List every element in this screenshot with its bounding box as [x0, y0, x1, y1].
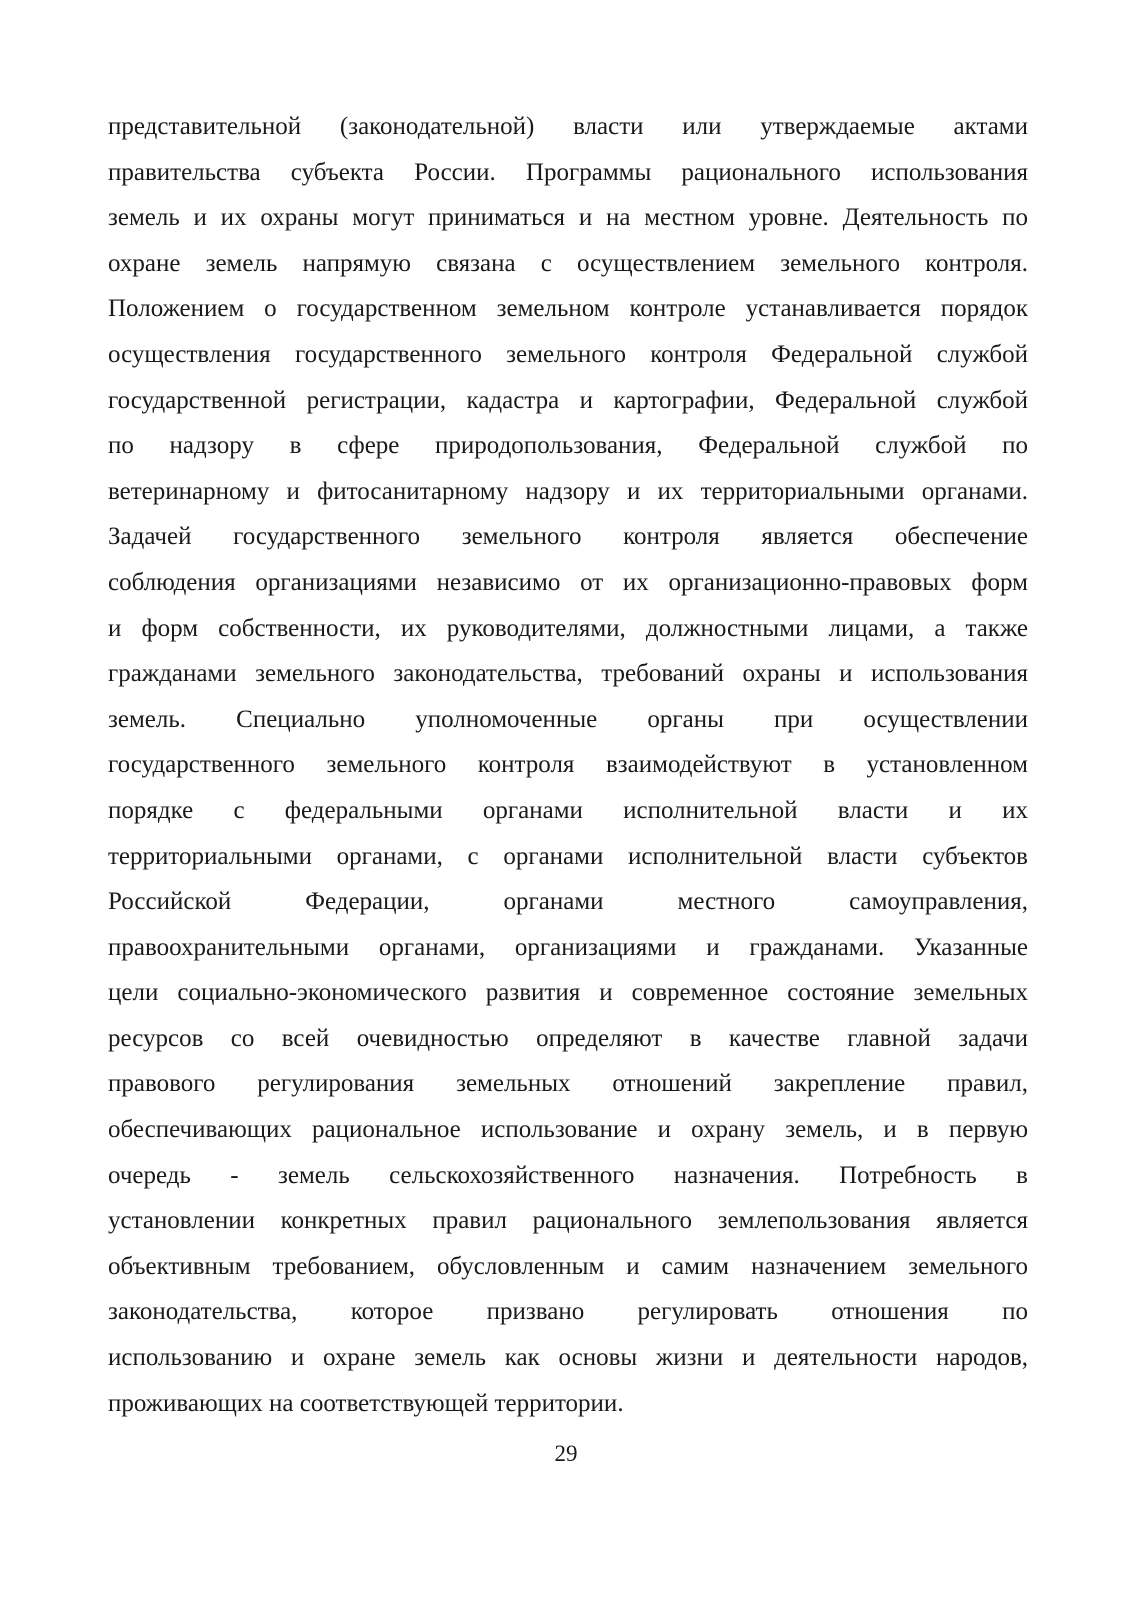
text-line: охране земель напрямую связана с осуществлением земельного контроля.	[108, 249, 1028, 277]
text-line: ресурсов со всей очевидностью определяют в качестве главной задачи	[108, 1024, 1028, 1052]
text-line: соблюдения организациями независимо от их организационно-правовых форм	[108, 568, 1028, 596]
text-line: земель. Специально уполномоченные органы при осуществлении	[108, 705, 1028, 733]
text-line: гражданами земельного законодательства, требований охраны и использования	[108, 660, 1028, 688]
text-line: цели социально-экономического развития и современное состояние земельных	[108, 979, 1028, 1007]
text-line: обеспечивающих рациональное использование и охрану земель, и в первую	[108, 1116, 1028, 1144]
text-line: установлении конкретных правил рационального землепользования является	[108, 1207, 1028, 1235]
text-line: использованию и охране земель как основы жизни и деятельности народов,	[108, 1344, 1028, 1372]
text-line: земель и их охраны могут приниматься и на местном уровне. Деятельность по	[108, 204, 1028, 232]
text-line: объективным требованием, обусловленным и самим назначением земельного	[108, 1252, 1028, 1280]
text-line: ветеринарному и фитосанитарному надзору и их территориальными органами.	[108, 477, 1028, 505]
text-line: государственного земельного контроля взаимодействуют в установленном	[108, 751, 1028, 779]
text-line: представительной (законодательной) власти или утверждаемые актами	[108, 113, 1028, 140]
text-line-last: проживающих на соответствующей территории.	[108, 1389, 624, 1417]
text-line: Положением о государственном земельном контроле устанавливается порядок	[108, 295, 1028, 323]
text-line: государственной регистрации, кадастра и картографии, Федеральной службой	[108, 386, 1028, 414]
text-line: правоохранительными органами, организациями и гражданами. Указанные	[108, 933, 1028, 961]
text-line: законодательства, которое призвано регулировать отношения по	[108, 1298, 1028, 1326]
text-line: Задачей государственного земельного контроля является обеспечение	[108, 523, 1028, 551]
text-line: правового регулирования земельных отношений закрепление правил,	[108, 1070, 1028, 1098]
text-line: Российской Федерации, органами местного самоуправления,	[108, 888, 1028, 916]
text-line: очередь - земель сельскохозяйственного назначения. Потребность в	[108, 1161, 1028, 1189]
text-line: по надзору в сфере природопользования, Федеральной службой по	[108, 432, 1028, 460]
text-line: и форм собственности, их руководителями, должностными лицами, а также	[108, 614, 1028, 642]
body-paragraph	[108, 104, 1028, 1426]
text-line: осуществления государственного земельного контроля Федеральной службой	[108, 340, 1028, 368]
text-line: территориальными органами, с органами исполнительной власти субъектов	[108, 842, 1028, 870]
text-line: порядке с федеральными органами исполнительной власти и их	[108, 796, 1028, 824]
page-number: 29	[554, 1441, 578, 1466]
text-line: правительства субъекта России. Программы рационального использования	[108, 158, 1028, 186]
